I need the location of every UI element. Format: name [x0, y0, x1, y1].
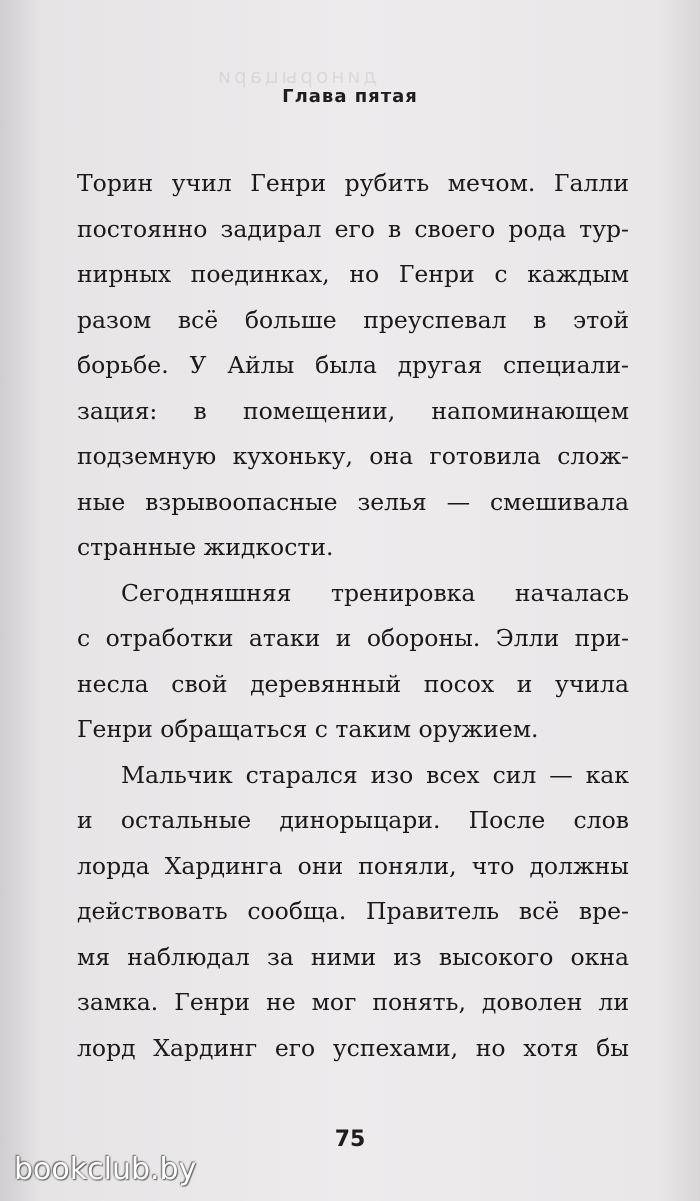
paragraph: [77, 161, 629, 571]
page-number: 75: [334, 1127, 366, 1152]
text-line: лорда Хардинга они поняли, что должны: [77, 851, 629, 880]
text-line: с отработки атаки и обороны. Элли при-: [77, 624, 629, 652]
text-line: и остальные динорыцари. После слов: [77, 806, 629, 834]
paragraph: [77, 753, 629, 1072]
bleed-through-text: динорыцари: [215, 64, 378, 88]
text-line: разом всё больше преуспевал в этой: [77, 305, 629, 334]
text-line: подземную кухоньку, она готовила слож-: [77, 442, 629, 470]
text-line: Сегодняшняя тренировка началась: [121, 578, 629, 607]
text-line: зация: в помещении, напоминающем: [77, 396, 629, 425]
text-line: борьбе. У Айлы была другая специали-: [77, 351, 629, 379]
text-line: лорд Хардинг его успехами, но хотя бы: [77, 1033, 629, 1062]
text-line: действовать сообща. Правитель всё вре-: [77, 897, 629, 925]
text-line: Мальчик старался изо всех сил — как: [121, 760, 629, 789]
text-line: несла свой деревянный посох и учила: [77, 669, 629, 698]
body-text: [77, 161, 629, 1071]
text-line: замка. Генри не мог понять, доволен ли: [77, 988, 629, 1016]
watermark: bookclub.by: [14, 1152, 197, 1187]
paragraph: [77, 571, 629, 753]
text-line: Генри обращаться с таким оружием.: [77, 715, 539, 743]
running-head: Глава пятая: [282, 86, 418, 107]
text-line: странные жидкости.: [77, 533, 334, 561]
text-line: мя наблюдал за ними из высокого окна: [77, 942, 629, 971]
text-line: постоянно задирал его в своего рода тур-: [77, 214, 629, 243]
text-line: Торин учил Генри рубить мечом. Галли: [77, 169, 629, 197]
text-line: ные взрывоопасные зелья — смешивала: [77, 487, 629, 516]
text-line: нирных поединках, но Генри с каждым: [77, 260, 629, 288]
